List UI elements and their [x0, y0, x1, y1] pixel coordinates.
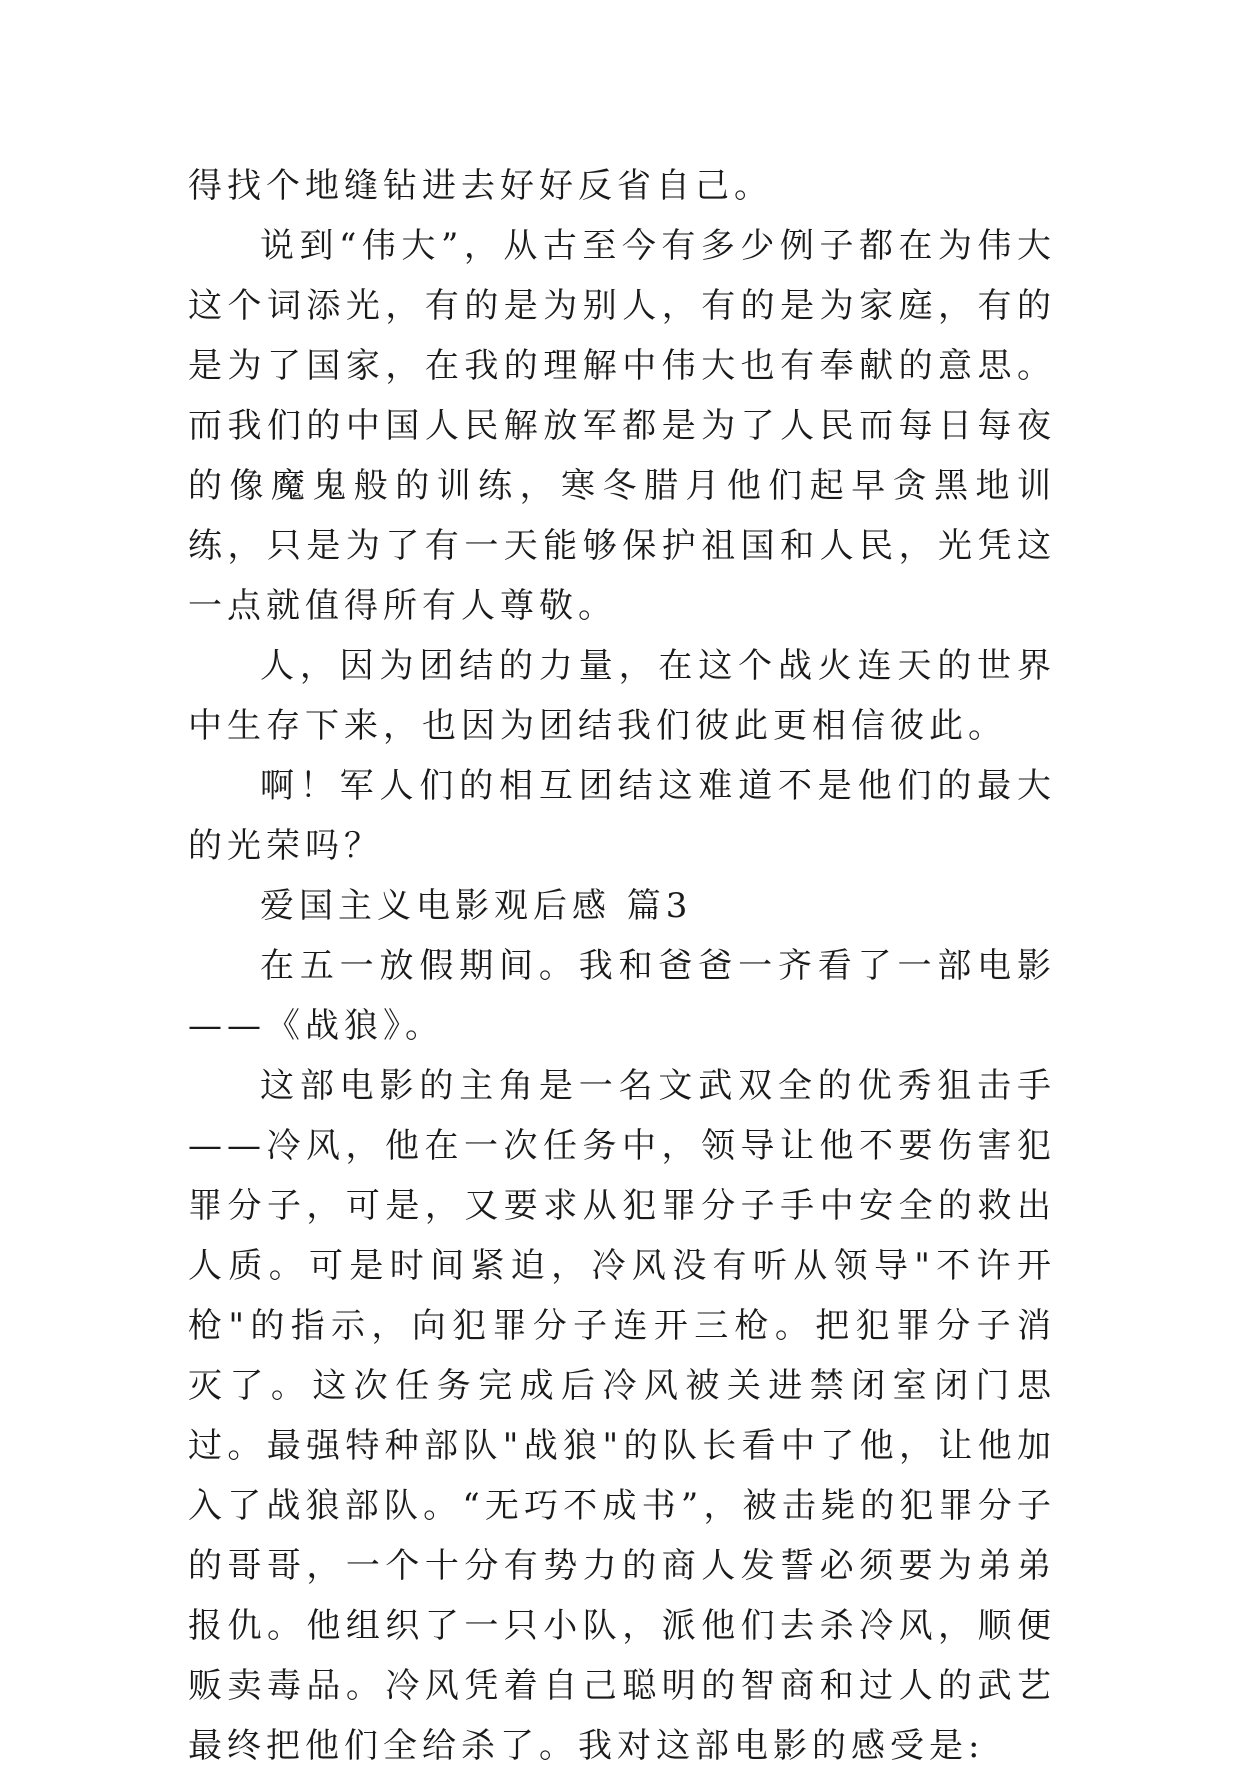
paragraph: 得找个地缝钻进去好好反省自己。 — [188, 166, 773, 206]
paragraph: 说到“伟大”，从古至今有多少例子都在为伟大这个词添光，有的是为别人，有的是为家庭，有的是为了国家，在我的理解中伟大也有奉献的意思。而我们的中国人民解放军都是为了人民而每日每夜的像魔鬼般的训练，寒冬腊月他们起早贪黑地训练，只是为了有一天能够保护祖国和人民，光凭这一点就值得所有人尊敬。 — [188, 226, 1056, 626]
paragraph: 啊！军人们的相互团结这难道不是他们的最大的光荣吗？ — [188, 766, 1056, 866]
document-body — [188, 156, 1056, 1776]
paragraph: 人，因为团结的力量，在这个战火连天的世界中生存下来，也因为团结我们彼此更相信彼此。 — [188, 646, 1056, 746]
section-heading: 爱国主义电影观后感 篇3 — [260, 886, 693, 926]
paragraph: 这部电影的主角是一名文武双全的优秀狙击手——冷风，他在一次任务中，领导让他不要伤害犯罪分子，可是，又要求从犯罪分子手中安全的救出人质。可是时间紧迫，冷风没有听从领导"不许开枪"的指示，向犯罪分子连开三枪。把犯罪分子消灭了。这次任务完成后冷风被关进禁闭室闭门思过。最强特种部队"战狼"的队长看中了他，让他加入了战狼部队。“无巧不成书”，被击毙的犯罪分子的哥哥，一个十分有势力的商人发誓必须要为弟弟报仇。他组织了一只小队，派他们去杀冷风，顺便贩卖毒品。冷风凭着自己聪明的智商和过人的武艺最终把他们全给杀了。我对这部电影的感受是: — [188, 1066, 1056, 1766]
paragraph: 在五一放假期间。我和爸爸一齐看了一部电影——《战狼》。 — [188, 946, 1056, 1046]
